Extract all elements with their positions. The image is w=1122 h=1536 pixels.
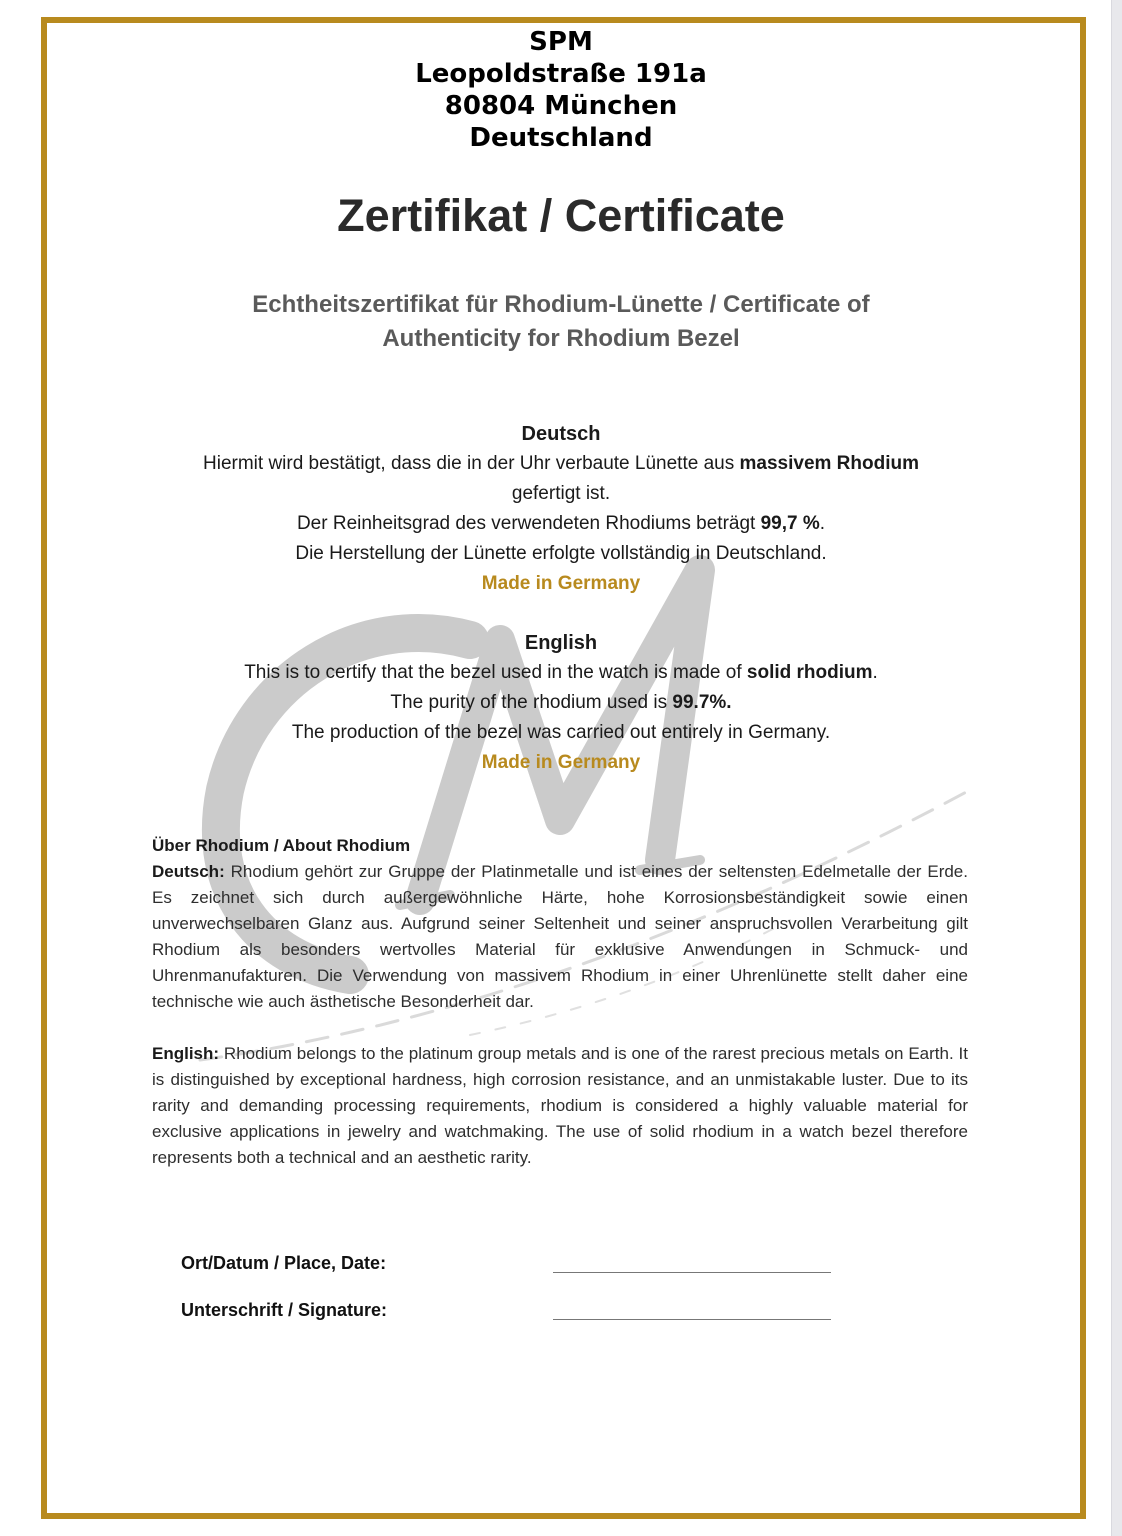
bold-text: solid rhodium	[746, 662, 873, 683]
deutsch-line-3	[150, 509, 972, 539]
english-line-1	[150, 658, 972, 688]
about-deutsch	[152, 859, 968, 1015]
text: .	[819, 513, 826, 534]
place-date-line[interactable]	[553, 1272, 831, 1273]
label: Deutsch:	[152, 862, 225, 881]
text: .	[872, 662, 878, 683]
deutsch-heading: Deutsch	[521, 423, 601, 445]
text: The purity of the rhodium used is	[390, 692, 673, 713]
text: Der Reinheitsgrad des verwendeten Rhodiums beträgt	[296, 513, 761, 534]
about-english	[152, 1041, 968, 1171]
paragraph: Rhodium belongs to the platinum group metals and is one of the rarest precious metals on Earth. It is distinguished by exceptional hardness, high corrosion resistance, and an unmistakable luster. Due to its rarity and demanding processing requirements, rhodium is considered a highly valuable material for exclusive applications in jewelry and watchmaking. The use of solid rhodium in a watch bezel therefore represents both a technical and an aesthetic rarity.	[152, 1044, 968, 1167]
signature-label: Unterschrift / Signature:	[181, 1300, 388, 1320]
certificate-subtitle	[150, 288, 972, 356]
subtitle-line: Authenticity for Rhodium Bezel	[382, 325, 740, 352]
purity-value: 99.7%.	[672, 692, 732, 713]
address-line: SPM	[529, 27, 593, 57]
deutsch-line-1	[150, 449, 972, 479]
paragraph: Rhodium gehört zur Gruppe der Platinmetalle und ist eines der seltensten Edelmetalle der Erde. Es zeichnet sich durch außergewöhnliche Härte, hohe Korrosionsbeständigkeit sowie einen unverwechselbaren Glanz aus. Aufgrund seiner Seltenheit und seiner anspruchsvollen Verarbeitung gilt Rhodium als besonders wertvolles Material für exklusive Anwendungen in Schmuck- und Uhrenmanufakturen. Die Verwendung von massivem Rhodium in einer Uhrenlünette stellt daher eine technische wie auch ästhetische Besonderheit dar.	[152, 862, 968, 1011]
deutsch-line-2: gefertigt ist.	[511, 483, 611, 504]
deutsch-line-4: Die Herstellung der Lünette erfolgte vollständig in Deutschland.	[295, 543, 827, 564]
certificate-title: Zertifikat / Certificate	[337, 190, 785, 241]
subtitle-line: Echtheitszertifikat für Rhodium-Lünette / Certificate of	[252, 291, 870, 318]
text: Hiermit wird bestätigt, dass die in der Uhr verbaute Lünette aus	[203, 453, 740, 474]
about-rhodium	[152, 833, 968, 1015]
address-line: 80804 München	[444, 91, 678, 121]
about-english-paragraph	[152, 1041, 968, 1171]
english-section	[150, 628, 972, 778]
address-line: Deutschland	[469, 123, 653, 153]
label: English:	[152, 1044, 220, 1063]
about-heading: Über Rhodium / About Rhodium	[152, 836, 411, 855]
place-date-label: Ort/Datum / Place, Date:	[181, 1253, 387, 1273]
english-line-2	[150, 688, 972, 718]
english-line-3: The production of the bezel was carried out entirely in Germany.	[291, 722, 831, 743]
purity-value: 99,7 %	[760, 513, 820, 534]
made-in-germany: Made in Germany	[481, 752, 641, 773]
made-in-germany: Made in Germany	[481, 573, 641, 594]
english-heading: English	[524, 632, 598, 654]
text: This is to certify that the bezel used in the watch is made of	[244, 662, 747, 683]
bold-text: massivem Rhodium	[739, 453, 919, 474]
signature-line[interactable]	[553, 1319, 831, 1320]
deutsch-section	[150, 419, 972, 599]
address-line: Leopoldstraße 191a	[415, 59, 707, 89]
address-block	[0, 26, 1122, 154]
